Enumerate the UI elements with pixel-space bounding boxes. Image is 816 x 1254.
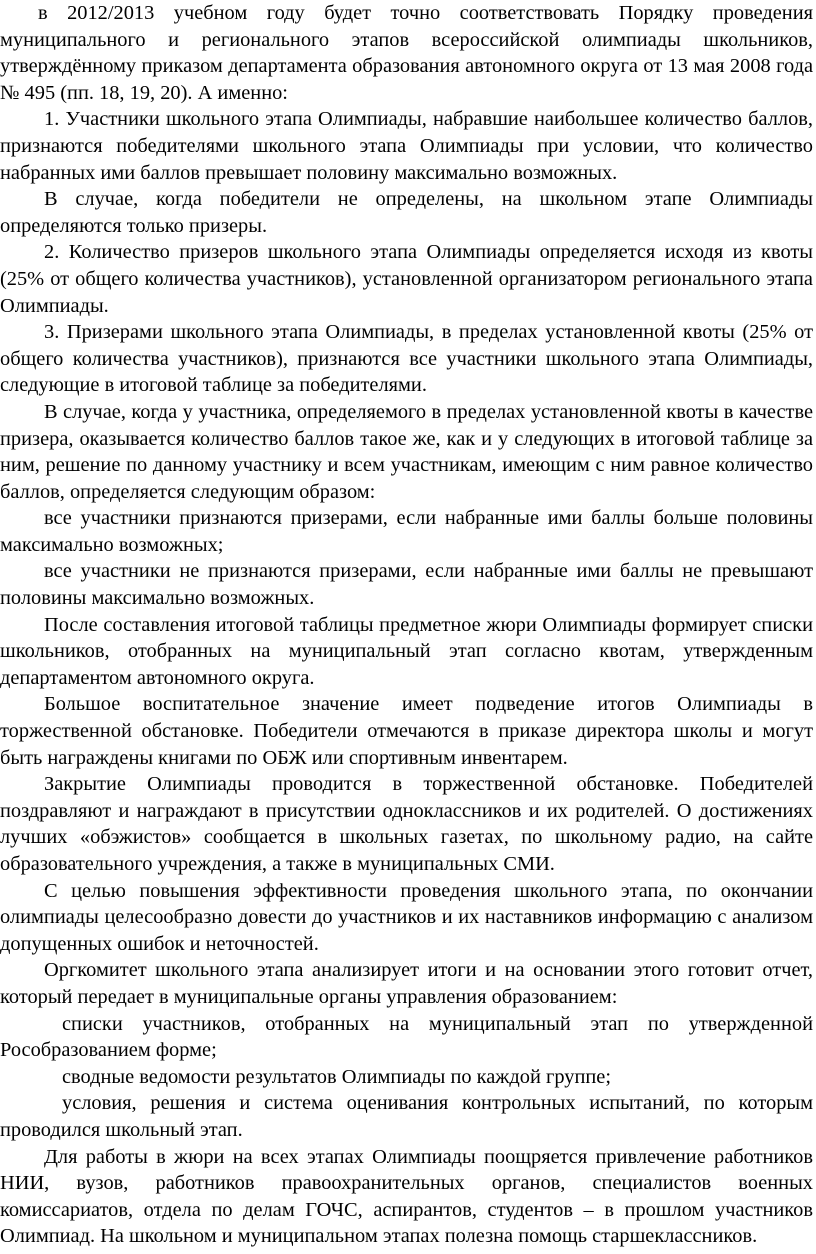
bullet-text: сводные ведомости результатов Олимпиады по каждой группе; — [62, 1065, 612, 1088]
bullet-item-conditions — [0, 1090, 813, 1143]
paragraph-case-above-half: все участники признаются призерами, если набранные ими баллы больше половины максимально возможных; — [0, 507, 813, 556]
paragraph-intro: в 2012/2013 учебном году будет точно соответствовать Порядку проведения муниципального и регионального этапов всероссийской олимпиады школьников, утверждённому приказом департамента образования автономного округа от 13 мая 2008 года № 495 (пп. 18, 19, 20). А именно: — [0, 2, 813, 104]
paragraph-educational-value: Большое воспитательное значение имеет подведение итогов Олимпиады в торжественной обстановке. Победители отмечаются в приказе директора школы и могут быть награждены книгами по ОБЖ или спортивным инвентарем. — [0, 693, 813, 769]
bullet-item-summary-sheets — [0, 1064, 813, 1091]
paragraph-committee-report: Оргкомитет школьного этапа анализирует итоги и на основании этого готовит отчет, который передает в муниципальные органы управления образованием: — [0, 959, 813, 1008]
paragraph-no-winners: В случае, когда победители не определены, на школьном этапе Олимпиады определяются только призеры. — [0, 188, 813, 237]
paragraph-item-1: 1. Участники школьного этапа Олимпиады, набравшие наибольшее количество баллов, признаются победителями школьного этапа Олимпиады при условии, что количество набранных ими баллов превышает половину максимально возможных. — [0, 108, 813, 184]
paragraph-efficiency: С целью повышения эффективности проведения школьного этапа, по окончании олимпиады целесообразно довести до участников и их наставников информацию с анализом допущенных ошибок и неточностей. — [0, 879, 813, 955]
paragraph-final-table: После составления итоговой таблицы предметное жюри Олимпиады формирует списки школьников, отобранных на муниципальный этап согласно квотам, утвержденным департаментом автономного округа. — [0, 613, 813, 689]
bullet-item-participants-lists — [0, 1011, 813, 1064]
paragraph-item-3: 3. Призерами школьного этапа Олимпиады, в пределах установленной квоты (25% от общего количества участников), признаются все участники школьного этапа Олимпиады, следующие в итоговой таблице за победителями. — [0, 321, 813, 397]
paragraph-item-2: 2. Количество призеров школьного этапа Олимпиады определяется исходя из квоты (25% от общего количества участников), установленной организатором регионального этапа Олимпиады. — [0, 241, 813, 317]
paragraph-equal-scores: В случае, когда у участника, определяемого в пределах установленной квоты в качестве призера, оказывается количество баллов такое же, как и у следующих в итоговой таблице за ним, решение по данному участнику и всем участникам, имеющим с ним равное количество баллов, определяется следующим образом: — [0, 400, 813, 503]
paragraph-jury-staff: Для работы в жюри на всех этапах Олимпиады поощряется привлечение работников НИИ, вузов, работников правоохранительных органов, специалистов военных комиссариатов, отдела по делам ГОЧС, аспирантов, студентов – в прошлом участников Олимпиад. На школьном и муниципальном этапах полезна помощь старшеклассников. — [0, 1145, 813, 1248]
bullet-text: списки участников, отобранных на муниципальный этап по утвержденной Рособразованием форме; — [0, 1012, 813, 1062]
paragraph-case-not-above-half: все участники не признаются призерами, если набранные ими баллы не превышают половины максимально возможных. — [0, 560, 813, 610]
bullet-text: условия, решения и система оценивания контрольных испытаний, по которым проводился школьный этап. — [0, 1092, 813, 1141]
paragraph-closing-ceremony: Закрытие Олимпиады проводится в торжественной обстановке. Победителей поздравляют и награждают в присутствии одноклассников и их родителей. О достижениях лучших «обэжистов» сообщается в школьных газетах, по школьному радио, на сайте образовательного учреждения, а также в муниципальных СМИ. — [0, 773, 813, 875]
